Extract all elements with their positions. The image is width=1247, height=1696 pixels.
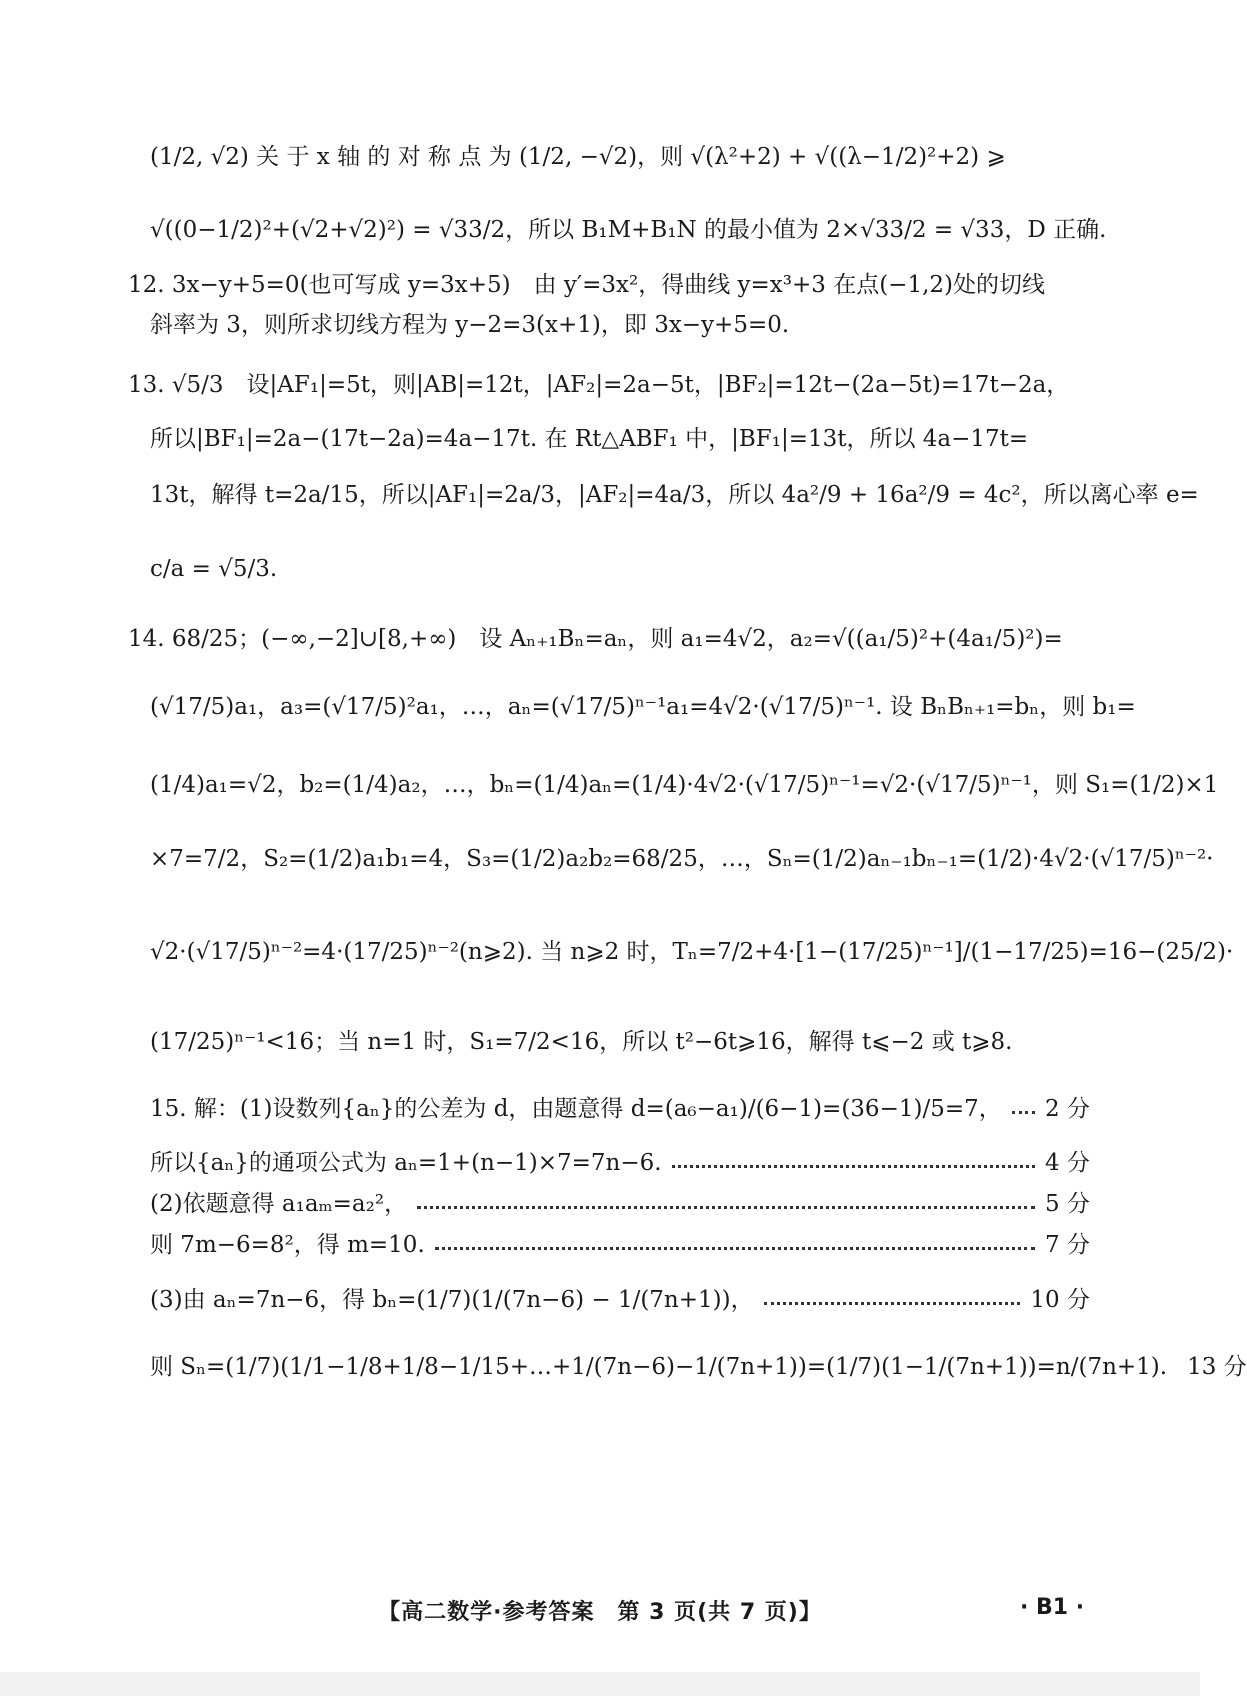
text-line-11: (1/4)a₁=√2，b₂=(1/4)a₂，…，bₙ=(1/4)aₙ=(1/4)·4√2·(√17/5)ⁿ⁻¹=√2·(√17/5)ⁿ⁻¹，则 S₁=(1/2)×1 (150, 772, 1219, 798)
scored-line-5 (150, 1283, 1090, 1317)
text-line-6: 所以|BF₁|=2a−(17t−2a)=4a−17t. 在 Rt△ABF₁ 中，|BF₁|=13t，所以 4a−17t= (150, 426, 1029, 452)
scored-line-4 (150, 1228, 1090, 1262)
score-label: 2 分 (1045, 1096, 1090, 1122)
scored-text: 15. 解：(1)设数列{aₙ}的公差为 d，由题意得 d=(a₆−a₁)/(6−1)=(36−1)/5=7， (150, 1096, 1002, 1122)
scored-text: 则 7m−6=8²，得 m=10. (150, 1232, 425, 1258)
scored-line-2 (150, 1146, 1090, 1180)
score-label: 7 分 (1045, 1232, 1090, 1258)
text-line-7: 13t，解得 t=2a/15，所以|AF₁|=2a/3，|AF₂|=4a/3，所以 4a²/9 + 16a²/9 = 4c²，所以离心率 e= (150, 482, 1199, 508)
scored-text: 则 Sₙ=(1/7)(1/1−1/8+1/8−1/15+…+1/(7n−6)−1/(7n+1))=(1/7)(1−1/(7n+1))=n/(7n+1). (150, 1354, 1168, 1380)
text-line-10: (√17/5)a₁，a₃=(√17/5)²a₁，…，aₙ=(√17/5)ⁿ⁻¹a₁=4√2·(√17/5)ⁿ⁻¹. 设 BₙBₙ₊₁=bₙ，则 b₁= (150, 694, 1136, 720)
score-label: 13 分 (1187, 1354, 1247, 1380)
score-label: 4 分 (1045, 1150, 1090, 1176)
text-line-2: √((0−1/2)²+(√2+√2)²) = √33/2，所以 B₁M+B₁N 的最小值为 2×√33/2 = √33，D 正确. (150, 217, 1107, 243)
text-line-14: (17/25)ⁿ⁻¹<16；当 n=1 时，S₁=7/2<16，所以 t²−6t⩾16，解得 t⩽−2 或 t⩾8. (150, 1029, 1013, 1055)
scored-text: (3)由 aₙ=7n−6，得 bₙ=(1/7)(1/(7n−6) − 1/(7n+1))， (150, 1287, 754, 1313)
dotted-leader (417, 1206, 1035, 1209)
text-line-8: c/a = √5/3. (150, 556, 278, 582)
text-line-12: ×7=7/2，S₂=(1/2)a₁b₁=4，S₃=(1/2)a₂b₂=68/25，…，Sₙ=(1/2)aₙ₋₁bₙ₋₁=(1/2)·4√2·(√17/5)ⁿ⁻²· (150, 846, 1214, 872)
text-line-9: 14. 68/25；(−∞,−2]∪[8,+∞) 设 Aₙ₊₁Bₙ=aₙ，则 a₁=4√2，a₂=√((a₁/5)²+(4a₁/5)²)= (128, 626, 1063, 652)
scored-text: 所以{aₙ}的通项公式为 aₙ=1+(n−1)×7=7n−6. (150, 1150, 662, 1176)
scored-text: (2)依题意得 a₁aₘ=a₂²， (150, 1191, 408, 1217)
scored-line-6 (150, 1350, 1247, 1384)
text-line-3: 12. 3x−y+5=0(也可写成 y=3x+5) 由 y′=3x²，得曲线 y=x³+3 在点(−1,2)处的切线 (128, 272, 1046, 298)
scored-line-3 (150, 1187, 1090, 1221)
scan-edge (0, 1672, 1200, 1696)
page-footer: 【高二数学·参考答案 第 3 页(共 7 页)】 (378, 1600, 822, 1625)
text-line-5: 13. √5/3 设|AF₁|=5t，则|AB|=12t，|AF₂|=2a−5t，|BF₂|=12t−(2a−5t)=17t−2a， (128, 372, 1070, 398)
dotted-leader (435, 1247, 1035, 1250)
score-label: 10 分 (1030, 1287, 1090, 1313)
dotted-leader (672, 1165, 1035, 1168)
text-line-4: 斜率为 3，则所求切线方程为 y−2=3(x+1)，即 3x−y+5=0. (150, 312, 790, 338)
score-label: 5 分 (1045, 1191, 1090, 1217)
text-line-1: (1/2, √2) 关 于 x 轴 的 对 称 点 为 (1/2, −√2)，则 √(λ²+2) + √((λ−1/2)²+2) ⩾ (150, 144, 1006, 170)
paper-code: · B1 · (1020, 1595, 1085, 1620)
dotted-leader (1012, 1111, 1035, 1114)
scored-line-1 (150, 1092, 1090, 1126)
dotted-leader (764, 1302, 1021, 1305)
text-line-13: √2·(√17/5)ⁿ⁻²=4·(17/25)ⁿ⁻²(n⩾2). 当 n⩾2 时，Tₙ=7/2+4·[1−(17/25)ⁿ⁻¹]/(1−17/25)=16−(25/2)· (150, 939, 1234, 965)
